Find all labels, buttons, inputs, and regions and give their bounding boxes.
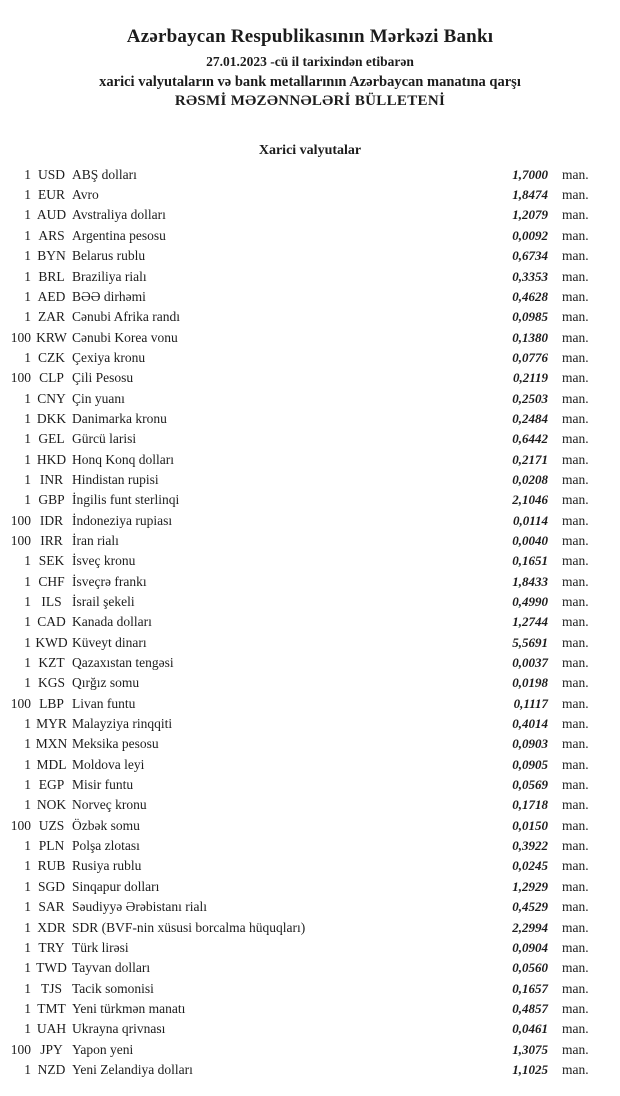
rate-value-cell: 1,2744	[512, 614, 548, 630]
currency-code-cell: MYR	[36, 716, 67, 732]
rate-value-cell: 0,4990	[512, 594, 548, 610]
rate-value-cell: 1,3075	[512, 1041, 548, 1057]
rate-row	[0, 226, 620, 246]
rate-value-cell: 0,2484	[512, 410, 548, 426]
currency-code-cell: ZAR	[38, 309, 65, 325]
rate-value-cell: 0,1657	[512, 980, 548, 996]
rate-value-cell: 0,3922	[512, 838, 548, 854]
currency-code-cell: ARS	[38, 227, 65, 243]
rate-value-cell: 0,4628	[512, 288, 548, 304]
unit-label-cell: man.	[562, 797, 589, 813]
currency-name-cell: ABŞ dolları	[72, 166, 137, 182]
currency-code-cell: RUB	[37, 858, 66, 874]
rate-row	[0, 450, 620, 470]
rate-row	[0, 531, 620, 551]
rate-value-cell: 1,8433	[512, 573, 548, 589]
unit-label-cell: man.	[562, 858, 589, 874]
unit-label-cell: man.	[562, 634, 589, 650]
unit-label-cell: man.	[562, 980, 589, 996]
rate-value-cell: 0,0985	[512, 309, 548, 325]
rate-row	[0, 470, 620, 490]
currency-code-cell: IRR	[40, 532, 63, 548]
currency-code-cell: CNY	[37, 390, 66, 406]
quantity-cell: 1	[24, 1000, 31, 1016]
rate-value-cell: 0,0092	[512, 227, 548, 243]
unit-label-cell: man.	[562, 695, 589, 711]
rate-row	[0, 348, 620, 368]
rate-row	[0, 592, 620, 612]
currency-code-cell: SGD	[37, 878, 65, 894]
rate-value-cell: 0,0245	[512, 858, 548, 874]
quantity-cell: 1	[24, 166, 31, 182]
currency-name-cell: Avstraliya dolları	[72, 207, 166, 223]
quantity-cell: 1	[24, 451, 31, 467]
currency-code-cell: IDR	[39, 512, 64, 528]
currency-name-cell: Cənubi Korea vonu	[72, 329, 178, 345]
section-title-foreign-currencies: Xarici valyutalar	[258, 142, 362, 158]
rate-row	[0, 999, 620, 1019]
unit-label-cell: man.	[562, 166, 589, 182]
currency-code-cell: SEK	[38, 553, 65, 569]
currency-code-cell: NOK	[36, 797, 67, 813]
rate-row	[0, 836, 620, 856]
quantity-cell: 100	[10, 370, 31, 386]
rate-row	[0, 551, 620, 571]
currency-name-cell: Avro	[72, 187, 99, 203]
rate-value-cell: 0,0150	[512, 817, 548, 833]
rate-value-cell: 0,0461	[512, 1021, 548, 1037]
rate-row	[0, 267, 620, 287]
currency-code-cell: XDR	[37, 919, 66, 935]
currency-code-cell: EUR	[38, 187, 65, 203]
quantity-cell: 1	[24, 939, 31, 955]
currency-code-cell: KGS	[37, 675, 65, 691]
currency-name-cell: Yapon yeni	[72, 1041, 134, 1057]
currency-code-cell: GBP	[38, 492, 65, 508]
rate-row	[0, 673, 620, 693]
currency-name-cell: Hindistan rupisi	[72, 471, 159, 487]
rate-row	[0, 816, 620, 836]
unit-label-cell: man.	[562, 756, 589, 772]
currency-name-cell: Gürcü larisi	[72, 431, 137, 447]
currency-name-cell: Yeni türkmən manatı	[72, 1000, 186, 1016]
currency-code-cell: BRL	[38, 268, 65, 284]
unit-label-cell: man.	[562, 553, 589, 569]
currency-code-cell: INR	[39, 471, 64, 487]
currency-name-cell: Çexiya kronu	[72, 349, 146, 365]
rate-row	[0, 389, 620, 409]
quantity-cell: 1	[24, 878, 31, 894]
unit-label-cell: man.	[562, 349, 589, 365]
rate-row	[0, 897, 620, 917]
currency-code-cell: UAH	[36, 1021, 67, 1037]
currency-code-cell: KZT	[38, 655, 65, 671]
rate-value-cell: 1,7000	[512, 166, 548, 182]
currency-name-cell: Kanada dolları	[72, 614, 152, 630]
quantity-cell: 100	[10, 329, 31, 345]
currency-code-cell: MDL	[36, 756, 67, 772]
quantity-cell: 1	[24, 492, 31, 508]
currency-name-cell: Honq Konq dolları	[72, 451, 174, 467]
rate-value-cell: 0,0037	[512, 655, 548, 671]
unit-label-cell: man.	[562, 899, 589, 915]
rate-row	[0, 1040, 620, 1060]
quantity-cell: 1	[24, 736, 31, 752]
quantity-cell: 1	[24, 553, 31, 569]
currency-name-cell: Polşa zlotası	[72, 838, 140, 854]
quantity-cell: 100	[10, 817, 31, 833]
unit-label-cell: man.	[562, 573, 589, 589]
currency-name-cell: Rusiya rublu	[72, 858, 142, 874]
currency-code-cell: TWD	[36, 960, 67, 976]
unit-label-cell: man.	[562, 329, 589, 345]
unit-label-cell: man.	[562, 512, 589, 528]
quantity-cell: 1	[24, 1061, 31, 1077]
rate-row	[0, 511, 620, 531]
currency-code-cell: GEL	[38, 431, 65, 447]
currency-name-cell: Moldova leyi	[72, 756, 145, 772]
unit-label-cell: man.	[562, 1000, 589, 1016]
currency-code-cell: AED	[37, 288, 66, 304]
currency-code-cell: DKK	[36, 410, 67, 426]
currency-name-cell: Cənubi Afrika randı	[72, 309, 180, 325]
effective-date-line: 27.01.2023 -cü il tarixindən etibarən	[206, 53, 414, 69]
rate-value-cell: 0,1718	[512, 797, 548, 813]
quantity-cell: 1	[24, 268, 31, 284]
currency-name-cell: Norveç kronu	[72, 797, 147, 813]
unit-label-cell: man.	[562, 878, 589, 894]
quantity-cell: 1	[24, 594, 31, 610]
unit-label-cell: man.	[562, 655, 589, 671]
currency-code-cell: TRY	[38, 939, 65, 955]
unit-label-cell: man.	[562, 288, 589, 304]
rate-value-cell: 0,1117	[513, 695, 548, 711]
unit-label-cell: man.	[562, 451, 589, 467]
rate-value-cell: 0,0904	[512, 939, 548, 955]
currency-code-cell: NZD	[37, 1061, 66, 1077]
currency-code-cell: KWD	[35, 634, 68, 650]
quantity-cell: 1	[24, 777, 31, 793]
rate-row	[0, 714, 620, 734]
currency-code-cell: KRW	[36, 329, 67, 345]
currency-name-cell: Türk lirəsi	[72, 939, 129, 955]
unit-label-cell: man.	[562, 370, 589, 386]
currency-name-cell: Tayvan dolları	[72, 960, 151, 976]
rate-row	[0, 979, 620, 999]
rate-value-cell: 0,0560	[512, 960, 548, 976]
rate-row	[0, 572, 620, 592]
currency-code-cell: CHF	[38, 573, 65, 589]
currency-name-cell: Argentina pesosu	[72, 227, 166, 243]
rate-row	[0, 734, 620, 754]
rate-row	[0, 328, 620, 348]
rate-value-cell: 0,0114	[512, 512, 548, 528]
rate-value-cell: 0,0208	[512, 471, 548, 487]
unit-label-cell: man.	[562, 492, 589, 508]
currency-name-cell: Braziliya rialı	[72, 268, 147, 284]
unit-label-cell: man.	[562, 410, 589, 426]
rate-row	[0, 856, 620, 876]
unit-label-cell: man.	[562, 471, 589, 487]
currency-code-cell: UZS	[38, 817, 65, 833]
rate-value-cell: 0,0040	[512, 532, 548, 548]
quantity-cell: 1	[24, 573, 31, 589]
rate-row	[0, 165, 620, 185]
unit-label-cell: man.	[562, 838, 589, 854]
quantity-cell: 1	[24, 410, 31, 426]
currency-code-cell: CAD	[37, 614, 66, 630]
bank-name-title: Azərbaycan Respublikasının Mərkəzi Bankı	[126, 26, 494, 47]
quantity-cell: 100	[10, 695, 31, 711]
currency-code-cell: AUD	[36, 207, 67, 223]
unit-label-cell: man.	[562, 248, 589, 264]
currency-name-cell: Misir funtu	[72, 777, 134, 793]
currency-name-cell: İsrail şekeli	[72, 594, 135, 610]
unit-label-cell: man.	[562, 207, 589, 223]
currency-name-cell: BƏƏ dirhəmi	[72, 288, 146, 304]
quantity-cell: 1	[24, 309, 31, 325]
rate-value-cell: 5,5691	[512, 634, 548, 650]
rate-row	[0, 958, 620, 978]
quantity-cell: 1	[24, 858, 31, 874]
rate-value-cell: 0,2119	[512, 370, 548, 386]
quantity-cell: 1	[24, 919, 31, 935]
rate-value-cell: 0,1651	[512, 553, 548, 569]
quantity-cell: 1	[24, 716, 31, 732]
unit-label-cell: man.	[562, 532, 589, 548]
rate-value-cell: 0,4857	[512, 1000, 548, 1016]
rate-value-cell: 0,4529	[512, 899, 548, 915]
rate-row	[0, 205, 620, 225]
rate-row	[0, 287, 620, 307]
rate-value-cell: 0,0776	[512, 349, 548, 365]
quantity-cell: 1	[24, 288, 31, 304]
rate-row	[0, 1060, 620, 1080]
rate-value-cell: 1,1025	[512, 1061, 548, 1077]
bulletin-title: RƏSMİ MƏZƏNNƏLƏRİ BÜLLETENİ	[174, 92, 446, 109]
currency-name-cell: SDR (BVF-nin xüsusi borcalma hüquqları)	[72, 919, 306, 935]
rate-row	[0, 755, 620, 775]
currency-name-cell: Çin yuanı	[72, 390, 125, 406]
rate-row	[0, 694, 620, 714]
quantity-cell: 100	[10, 532, 31, 548]
rate-value-cell: 2,1046	[512, 492, 548, 508]
quantity-cell: 1	[24, 899, 31, 915]
rate-value-cell: 0,0905	[512, 756, 548, 772]
currency-name-cell: Livan funtu	[72, 695, 136, 711]
currency-name-cell: Qazaxıstan tengəsi	[72, 655, 174, 671]
unit-label-cell: man.	[562, 614, 589, 630]
rate-row	[0, 409, 620, 429]
quantity-cell: 1	[24, 960, 31, 976]
rate-row	[0, 775, 620, 795]
currency-name-cell: Küveyt dinarı	[72, 634, 147, 650]
rate-row	[0, 246, 620, 266]
unit-label-cell: man.	[562, 716, 589, 732]
rate-value-cell: 0,0569	[512, 777, 548, 793]
currency-code-cell: CLP	[39, 370, 64, 386]
rate-value-cell: 0,0198	[512, 675, 548, 691]
currency-code-cell: JPY	[40, 1041, 63, 1057]
rate-value-cell: 1,8474	[512, 187, 548, 203]
currency-code-cell: CZK	[38, 349, 65, 365]
quantity-cell: 1	[24, 655, 31, 671]
rate-row	[0, 429, 620, 449]
currency-code-cell: BYN	[37, 248, 66, 264]
rate-row	[0, 185, 620, 205]
currency-name-cell: Meksika pesosu	[72, 736, 159, 752]
currency-name-cell: İngilis funt sterlinqi	[72, 492, 180, 508]
rate-row	[0, 612, 620, 632]
rate-value-cell: 0,0903	[512, 736, 548, 752]
unit-label-cell: man.	[562, 736, 589, 752]
currency-code-cell: TJS	[40, 980, 62, 996]
rate-row	[0, 918, 620, 938]
unit-label-cell: man.	[562, 817, 589, 833]
bulletin-subtitle: xarici valyutaların və bank metallarının Azərbaycan manatına qarşı	[99, 73, 521, 90]
rate-value-cell: 1,2079	[512, 207, 548, 223]
rate-value-cell: 0,3353	[512, 268, 548, 284]
currency-name-cell: İndoneziya rupiası	[72, 512, 173, 528]
currency-code-cell: MXN	[35, 736, 68, 752]
rate-row	[0, 938, 620, 958]
unit-label-cell: man.	[562, 777, 589, 793]
bulletin-header	[0, 0, 620, 110]
quantity-cell: 1	[24, 797, 31, 813]
unit-label-cell: man.	[562, 939, 589, 955]
currency-name-cell: İran rialı	[72, 532, 119, 548]
quantity-cell: 1	[24, 431, 31, 447]
unit-label-cell: man.	[562, 390, 589, 406]
unit-label-cell: man.	[562, 675, 589, 691]
unit-label-cell: man.	[562, 960, 589, 976]
unit-label-cell: man.	[562, 594, 589, 610]
rate-value-cell: 1,2929	[512, 878, 548, 894]
quantity-cell: 1	[24, 471, 31, 487]
unit-label-cell: man.	[562, 227, 589, 243]
currency-name-cell: İsveç kronu	[72, 553, 136, 569]
currency-name-cell: Yeni Zelandiya dolları	[72, 1061, 193, 1077]
unit-label-cell: man.	[562, 1021, 589, 1037]
unit-label-cell: man.	[562, 268, 589, 284]
quantity-cell: 1	[24, 1021, 31, 1037]
currency-name-cell: Səudiyyə Ərəbistanı rialı	[72, 899, 207, 915]
quantity-cell: 100	[10, 512, 31, 528]
currency-code-cell: SAR	[38, 899, 65, 915]
rate-value-cell: 2,2994	[512, 919, 548, 935]
currency-name-cell: Qırğız somu	[72, 675, 140, 691]
rate-row	[0, 490, 620, 510]
rate-row	[0, 307, 620, 327]
rate-value-cell: 0,6734	[512, 248, 548, 264]
currency-code-cell: USD	[37, 166, 65, 182]
unit-label-cell: man.	[562, 431, 589, 447]
rate-row	[0, 368, 620, 388]
unit-label-cell: man.	[562, 1041, 589, 1057]
rate-value-cell: 0,6442	[512, 431, 548, 447]
rate-row	[0, 795, 620, 815]
currency-code-cell: TMT	[37, 1000, 66, 1016]
currency-code-cell: HKD	[36, 451, 67, 467]
currency-name-cell: Çili Pesosu	[72, 370, 134, 386]
quantity-cell: 1	[24, 227, 31, 243]
rate-row	[0, 877, 620, 897]
quantity-cell: 100	[10, 1041, 31, 1057]
rate-value-cell: 0,2503	[512, 390, 548, 406]
rate-value-cell: 0,2171	[512, 451, 548, 467]
quantity-cell: 1	[24, 675, 31, 691]
currency-name-cell: Özbək somu	[72, 817, 140, 833]
currency-name-cell: Ukrayna qrivnası	[72, 1021, 166, 1037]
unit-label-cell: man.	[562, 919, 589, 935]
quantity-cell: 1	[24, 390, 31, 406]
quantity-cell: 1	[24, 614, 31, 630]
currency-name-cell: İsveçrə frankı	[72, 573, 147, 589]
quantity-cell: 1	[24, 634, 31, 650]
rate-row	[0, 653, 620, 673]
quantity-cell: 1	[24, 756, 31, 772]
currency-name-cell: Sinqapur dolları	[72, 878, 160, 894]
currency-name-cell: Belarus rublu	[72, 248, 146, 264]
quantity-cell: 1	[24, 248, 31, 264]
rates-table	[0, 165, 620, 1080]
quantity-cell: 1	[24, 207, 31, 223]
rate-row	[0, 1019, 620, 1039]
currency-name-cell: Tacik somonisi	[72, 980, 154, 996]
quantity-cell: 1	[24, 980, 31, 996]
quantity-cell: 1	[24, 838, 31, 854]
rate-row	[0, 633, 620, 653]
quantity-cell: 1	[24, 187, 31, 203]
rate-value-cell: 0,1380	[512, 329, 548, 345]
currency-code-cell: ILS	[41, 594, 62, 610]
currency-code-cell: PLN	[38, 838, 65, 854]
rate-value-cell: 0,4014	[512, 716, 548, 732]
unit-label-cell: man.	[562, 309, 589, 325]
currency-code-cell: EGP	[38, 777, 65, 793]
currency-name-cell: Malayziya rinqqiti	[72, 716, 173, 732]
quantity-cell: 1	[24, 349, 31, 365]
unit-label-cell: man.	[562, 187, 589, 203]
currency-name-cell: Danimarka kronu	[72, 410, 167, 426]
unit-label-cell: man.	[562, 1061, 589, 1077]
currency-code-cell: LBP	[39, 695, 64, 711]
